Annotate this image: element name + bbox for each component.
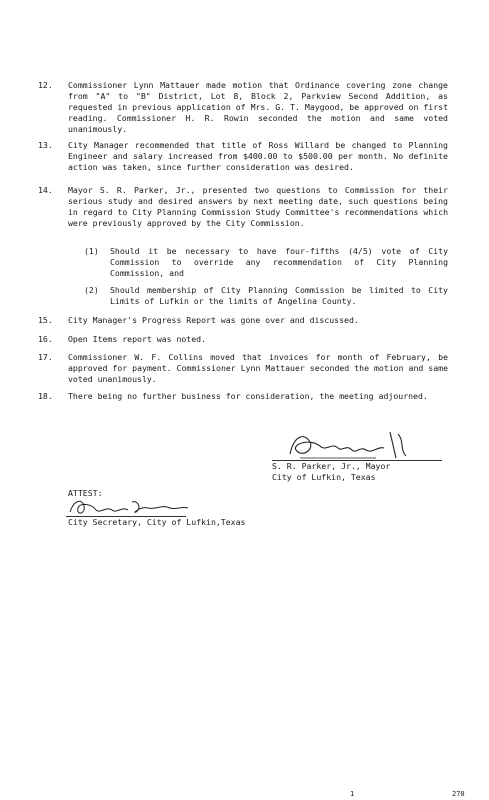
item-number: 15.	[38, 315, 53, 325]
attest-label: ATTEST:	[68, 488, 103, 498]
sub-item-number: (2)	[84, 285, 99, 295]
page-number: 270	[452, 790, 465, 798]
sub-item-number: (1)	[84, 246, 99, 256]
item-number: 17.	[38, 352, 53, 362]
sub-item-text: Should membership of City Planning Commission be limited to City Limits of Lufkin or the limits of Angelina County.	[110, 285, 448, 306]
item-text: City Manager recommended that title of Ross Willard be changed to Planning Engineer and salary increased from $400.00 to $500.00 per month. No definite action was taken, since further consideration was desired.	[68, 140, 448, 172]
item-number: 16.	[38, 334, 53, 344]
item-text: Open Items report was noted.	[68, 334, 207, 344]
secretary-handwritten-signature	[66, 496, 196, 518]
item-number: 13.	[38, 140, 53, 150]
secretary-title: City Secretary, City of Lufkin,Texas	[68, 517, 246, 527]
footer-mark: 1	[350, 790, 355, 798]
item-number: 18.	[38, 391, 53, 401]
secretary-signature-block	[62, 496, 292, 536]
item-text: Commissioner Lynn Mattauer made motion that Ordinance covering zone change from "A" to "B" District, Lot 8, Block 2, Parkview Second Addition, as requested in previous application of Mrs. G. T. Maygood, be approved on first reading. Commissioner H. R. Rowin seconded the motion and same voted unanimously.	[68, 80, 448, 134]
item-number: 12.	[38, 80, 53, 90]
item-text: There being no further business for consideration, the meeting adjourned.	[68, 391, 428, 401]
item-text: City Manager's Progress Report was gone over and discussed.	[68, 315, 359, 325]
mayor-signature-block	[262, 428, 462, 488]
item-text: Commissioner W. F. Collins moved that invoices for month of February, be approved for payment. Commissioner Lynn Mattauer seconded the motion and same voted unanimously.	[68, 352, 448, 384]
item-number: 14.	[38, 185, 53, 195]
signer-title: City of Lufkin, Texas	[272, 472, 376, 482]
mayor-handwritten-signature	[280, 428, 420, 462]
item-text: Mayor S. R. Parker, Jr., presented two questions to Commission for their serious study and desired answers by next meeting date, such questions being in regard to City Planning Commission Study Committee's recommendations which were previously approved by the City Commission.	[68, 185, 448, 228]
sub-item-text: Should it be necessary to have four-fifths (4/5) vote of City Commission to override any recommendation of City Planning Commission, and	[110, 246, 448, 278]
signer-name: S. R. Parker, Jr., Mayor	[272, 461, 391, 471]
